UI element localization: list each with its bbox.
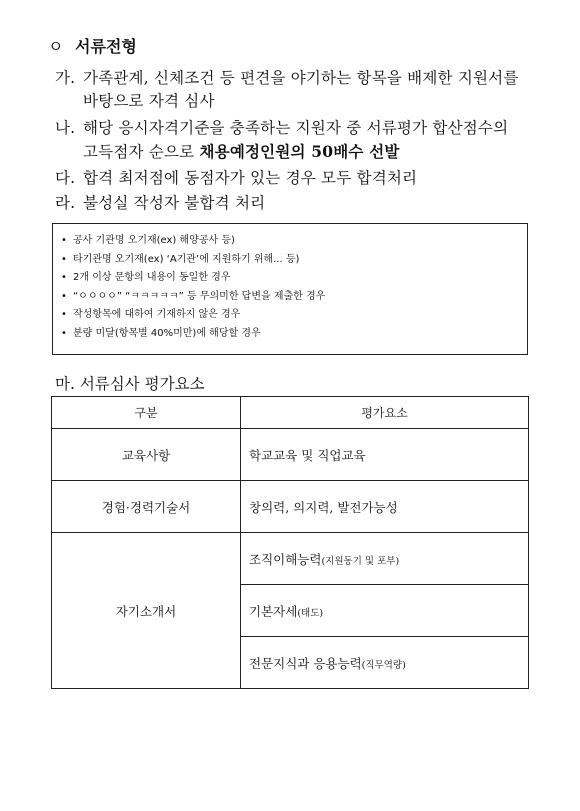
item-number: 가.	[55, 69, 76, 87]
row-factor: 창의력, 의지력, 발전가능성	[241, 481, 529, 533]
row-factor	[241, 533, 529, 585]
note-item: • 작성항목에 대하여 기재하지 않은 경우	[61, 306, 527, 325]
heading-bullet: ㅇ	[48, 37, 64, 56]
item-number: 라.	[55, 194, 76, 212]
header-category: 구분	[52, 397, 241, 429]
table-row	[52, 429, 529, 481]
eval-section-title: 마. 서류심사 평가요소	[55, 375, 205, 393]
item-text: 불성실 작성자 불합격 처리	[83, 194, 266, 212]
note-item: • 2개 이상 문항의 내용이 동일한 경우	[61, 269, 527, 288]
table-row	[52, 533, 529, 585]
note-item: • 타기관명 오기재(ex) ‘A기관’에 지원하기 위해... 등)	[61, 251, 527, 270]
list-item-ga	[55, 67, 550, 113]
factor-note: (직무역량)	[361, 659, 406, 671]
row-factor: 학교교육 및 직업교육	[241, 429, 529, 481]
item-text: 해당 응시자격기준을 충족하는 지원자 중 서류평가 합산점수의	[83, 119, 509, 137]
factor-main: 전문지식과 응용능력	[249, 655, 362, 671]
note-item: • “ㅇㅇㅇㅇ” “ㅋㅋㅋㅋㅋ” 등 무의미한 답변을 제출한 경우	[61, 288, 527, 307]
row-category: 자기소개서	[52, 533, 241, 689]
factor-note: (지원동기 및 포부)	[321, 555, 400, 567]
item-text-continued	[55, 140, 550, 164]
disqualification-notes-box	[52, 223, 528, 355]
item-number: 나.	[55, 119, 76, 137]
evaluation-table	[51, 396, 529, 689]
list-item-da	[55, 167, 550, 190]
item-text: 합격 최저점에 동점자가 있는 경우 모두 합격처리	[83, 169, 418, 187]
list-item-ra	[55, 192, 550, 215]
notes-list	[61, 232, 527, 343]
row-factor	[241, 637, 529, 689]
header-factor: 평가요소	[241, 397, 529, 429]
note-item: • 공사 기관명 오기재(ex) 해양공사 등)	[61, 232, 527, 251]
item-text-bold: 채용예정인원의 50배수 선발	[199, 142, 400, 161]
table-header-row	[52, 397, 529, 429]
row-factor	[241, 585, 529, 637]
list-item-na	[55, 117, 550, 164]
item-text-plain: 고득점자 순으로	[83, 143, 200, 161]
item-text-continued: 바탕으로 자격 심사	[83, 92, 215, 110]
factor-main: 조직이해능력	[249, 551, 322, 567]
row-category: 경험·경력기술서	[52, 481, 241, 533]
row-category: 교육사항	[52, 429, 241, 481]
section-heading	[48, 34, 137, 57]
factor-note: (태도)	[297, 607, 324, 619]
item-number: 다.	[55, 169, 76, 187]
note-item: • 분량 미달(항목별 40%미만)에 해당할 경우	[61, 325, 527, 344]
factor-main: 기본자세	[249, 603, 298, 619]
table-row	[52, 481, 529, 533]
heading-title: 서류전형	[75, 37, 137, 56]
item-text: 가족관계, 신체조건 등 편견을 야기하는 항목을 배제한 지원서를	[83, 69, 519, 87]
